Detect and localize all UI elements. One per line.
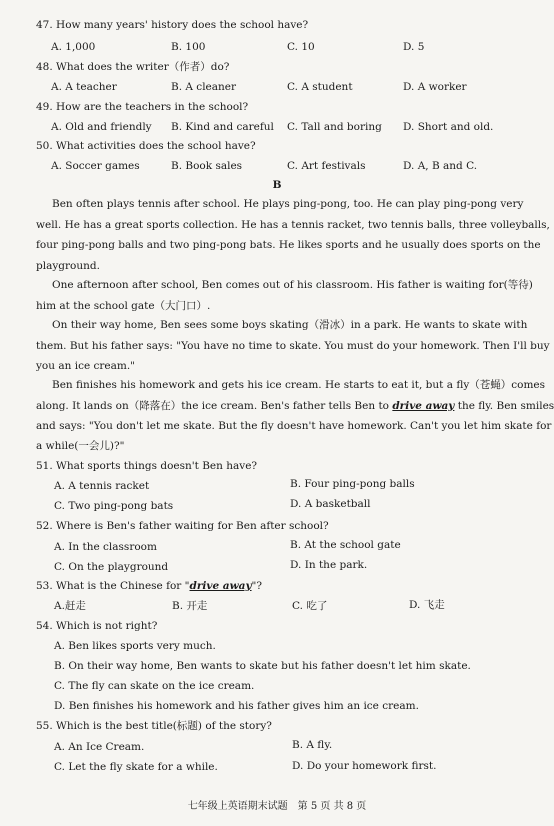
emphasis-phrase: drive away: [189, 580, 252, 592]
q52-option-c: C. On the playground: [54, 561, 169, 573]
q53-option-a: A.赶走: [54, 600, 86, 612]
passage-text: the fly. Ben smiles: [454, 400, 554, 412]
section-b-heading: B: [272, 179, 282, 191]
q54-option-d: D. Ben finishes his homework and his father gives him an ice cream.: [54, 700, 419, 712]
question-49: 49. How are the teachers in the school?: [36, 101, 249, 113]
question-50: 50. What activities does the school have?: [36, 140, 256, 152]
q53-option-d: D. 飞走: [409, 599, 445, 611]
q48-option-a: A. A teacher: [51, 81, 117, 93]
q51-option-d: D. A basketball: [290, 498, 371, 510]
q50-option-c: C. Art festivals: [287, 160, 366, 172]
passage-line: him at the school gate（大门口）.: [36, 300, 211, 312]
question-48: 48. What does the writer（作者）do?: [36, 61, 230, 73]
q51-option-a: A. A tennis racket: [54, 480, 150, 492]
q55-option-b: B. A fly.: [292, 739, 333, 751]
q50-option-b: B. Book sales: [171, 160, 243, 172]
passage-line: well. He has a great sports collection. He has a tennis racket, two tennis balls, three volleyballs,: [36, 219, 550, 231]
passage-line: four ping-pong balls and two ping-pong bats. He likes sports and he usually does sports on the: [36, 239, 541, 251]
q50-option-d: D. A, B and C.: [403, 160, 478, 172]
q49-option-a: A. Old and friendly: [51, 121, 152, 133]
question-54: 54. Which is not right?: [36, 620, 158, 632]
q50-option-a: A. Soccer games: [51, 160, 140, 172]
question-text: "?: [251, 580, 263, 592]
q49-option-d: D. Short and old.: [403, 121, 494, 133]
question-text: 53. What is the Chinese for ": [36, 580, 190, 592]
passage-text: along. It lands on（降落在）the ice cream. Ben's father tells Ben to: [36, 400, 393, 412]
page-footer: 七年级上英语期末试题 第 5 页 共 8 页: [187, 801, 367, 812]
passage-line: One afternoon after school, Ben comes out of his classroom. His father is waiting for(等待): [52, 279, 533, 291]
passage-line: them. But his father says: "You have no time to skate. You must do your homework. Then I'll buy: [36, 340, 550, 352]
question-55: 55. Which is the best title(标题) of the story?: [36, 720, 272, 732]
q51-option-b: B. Four ping-pong balls: [290, 478, 415, 490]
q53-option-b: B. 开走: [172, 600, 208, 612]
q55-option-c: C. Let the fly skate for a while.: [54, 761, 218, 773]
q52-option-a: A. In the classroom: [54, 541, 157, 553]
q48-option-c: C. A student: [287, 81, 353, 93]
q54-option-b: B. On their way home, Ben wants to skate but his father doesn't let him skate.: [54, 660, 471, 672]
q54-option-c: C. The fly can skate on the ice cream.: [54, 680, 255, 692]
passage-line: Ben often plays tennis after school. He plays ping-pong, too. He can play ping-pong very: [52, 198, 524, 210]
q47-option-a: A. 1,000: [51, 41, 96, 53]
question-51: 51. What sports things doesn't Ben have?: [36, 460, 258, 472]
q47-option-c: C. 10: [287, 41, 315, 53]
q51-option-c: C. Two ping-pong bats: [54, 500, 174, 512]
q47-option-b: B. 100: [171, 41, 206, 53]
passage-line: and says: "You don't let me skate. But the fly doesn't have homework. Can't you let him skate for: [36, 420, 552, 432]
passage-line: Ben finishes his homework and gets his ice cream. He starts to eat it, but a fly（苍蝇）comes: [52, 379, 546, 391]
question-52: 52. Where is Ben's father waiting for Ben after school?: [36, 520, 329, 532]
q48-option-b: B. A cleaner: [171, 81, 237, 93]
question-47: 47. How many years' history does the school have?: [36, 19, 309, 31]
q49-option-c: C. Tall and boring: [287, 121, 382, 133]
passage-line: a while(一会儿)?": [36, 440, 125, 452]
q48-option-d: D. A worker: [403, 81, 467, 93]
question-53: [36, 581, 262, 592]
q54-option-a: A. Ben likes sports very much.: [54, 640, 216, 652]
emphasis-phrase: drive away: [392, 400, 455, 412]
q55-option-a: A. An Ice Cream.: [54, 741, 145, 753]
passage-line: On their way home, Ben sees some boys skating（滑冰）in a park. He wants to skate with: [52, 319, 528, 331]
q53-option-c: C. 吃了: [292, 600, 328, 612]
q47-option-d: D. 5: [403, 41, 425, 53]
passage-line: you an ice cream.": [36, 360, 136, 372]
q52-option-d: D. In the park.: [290, 559, 368, 571]
q52-option-b: B. At the school gate: [290, 539, 401, 551]
passage-line: [36, 401, 554, 412]
passage-line: playground.: [36, 260, 100, 272]
q49-option-b: B. Kind and careful: [171, 121, 274, 133]
q55-option-d: D. Do your homework first.: [292, 760, 437, 772]
